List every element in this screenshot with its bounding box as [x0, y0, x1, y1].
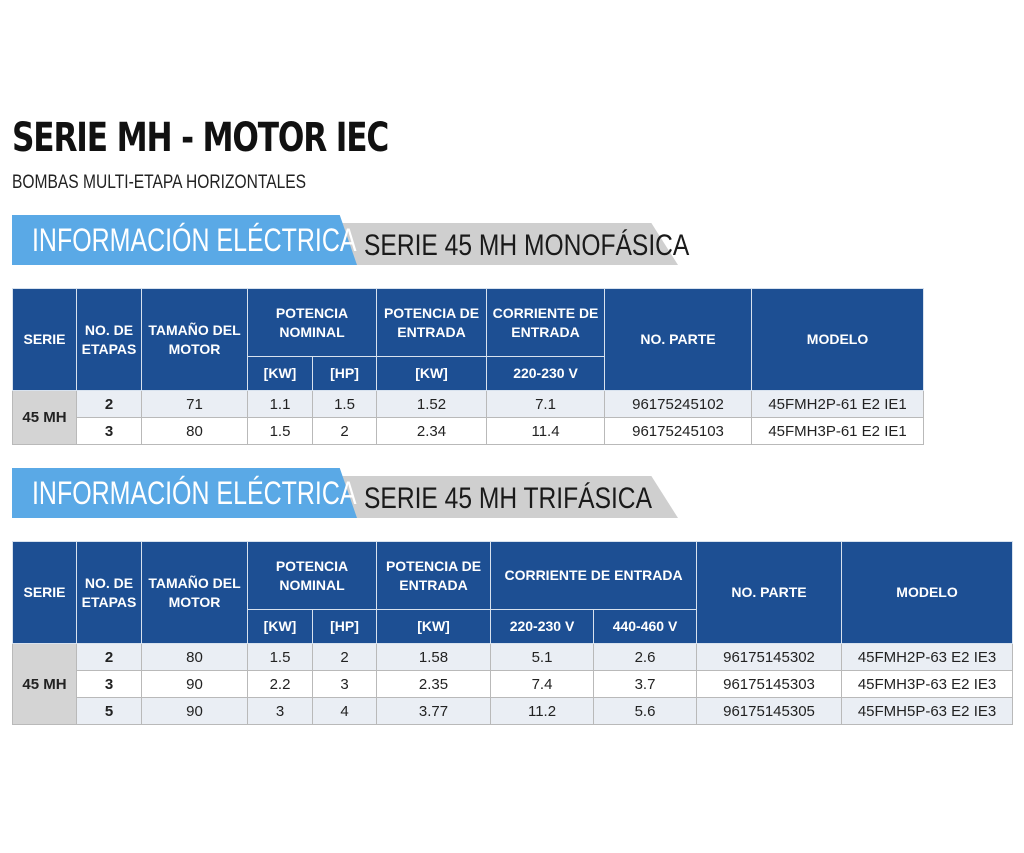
- section1-banner-label: INFORMACIÓN ELÉCTRICA: [32, 222, 357, 258]
- header-parte: NO. PARTE: [697, 542, 842, 644]
- header-potencia-nominal: POTENCIA NOMINAL: [248, 542, 377, 610]
- serie-cell: 45 MH: [13, 391, 77, 445]
- header-serie: SERIE: [13, 289, 77, 391]
- etapas-cell: 2: [77, 391, 142, 418]
- header-tamano: TAMAÑO DEL MOTOR: [142, 542, 248, 644]
- tamano-cell: 80: [142, 644, 248, 671]
- header-unit-220v: 220-230 V: [487, 357, 605, 391]
- kw-cell: 1.5: [248, 418, 313, 445]
- header-potencia-entrada: POTENCIA DE ENTRADA: [377, 289, 487, 357]
- tamano-cell: 90: [142, 698, 248, 725]
- header-etapas: NO. DE ETAPAS: [77, 289, 142, 391]
- kw-entrada-cell: 3.77: [377, 698, 491, 725]
- table-row: [13, 644, 1013, 671]
- serie-cell: 45 MH: [13, 644, 77, 725]
- section1-banner: [12, 215, 690, 265]
- header-potencia-entrada: POTENCIA DE ENTRADA: [377, 542, 491, 610]
- hp-cell: 4: [313, 698, 377, 725]
- header-unit-220v: 220-230 V: [491, 610, 594, 644]
- corriente-440-cell: 2.6: [594, 644, 697, 671]
- modelo-cell: 45FMH2P-63 E2 IE3: [842, 644, 1013, 671]
- modelo-cell: 45FMH3P-63 E2 IE3: [842, 671, 1013, 698]
- corriente-220-cell: 7.4: [491, 671, 594, 698]
- table-row: [13, 698, 1013, 725]
- modelo-cell: 45FMH5P-63 E2 IE3: [842, 698, 1013, 725]
- table-row: [13, 418, 924, 445]
- parte-cell: 96175145305: [697, 698, 842, 725]
- header-unit-440v: 440-460 V: [594, 610, 697, 644]
- header-corriente: CORRIENTE DE ENTRADA: [487, 289, 605, 357]
- modelo-cell: 45FMH2P-61 E2 IE1: [752, 391, 924, 418]
- parte-cell: 96175145302: [697, 644, 842, 671]
- corriente-220-cell: 11.2: [491, 698, 594, 725]
- page-subtitle: BOMBAS MULTI-ETAPA HORIZONTALES: [12, 172, 307, 193]
- kw-entrada-cell: 1.58: [377, 644, 491, 671]
- section2-banner-label: INFORMACIÓN ELÉCTRICA: [32, 475, 357, 511]
- modelo-cell: 45FMH3P-61 E2 IE1: [752, 418, 924, 445]
- header-etapas: NO. DE ETAPAS: [77, 542, 142, 644]
- kw-cell: 3: [248, 698, 313, 725]
- corriente-440-cell: 3.7: [594, 671, 697, 698]
- header-unit-kw: [KW]: [248, 357, 313, 391]
- parte-cell: 96175145303: [697, 671, 842, 698]
- corriente-440-cell: 5.6: [594, 698, 697, 725]
- header-modelo: MODELO: [752, 289, 924, 391]
- section2-banner: [12, 468, 678, 518]
- section2-banner-series: SERIE 45 MH TRIFÁSICA: [364, 482, 652, 515]
- etapas-cell: 2: [77, 644, 142, 671]
- etapas-cell: 3: [77, 418, 142, 445]
- corriente-220-cell: 11.4: [487, 418, 605, 445]
- table-row: [13, 391, 924, 418]
- kw-entrada-cell: 2.35: [377, 671, 491, 698]
- header-potencia-nominal: POTENCIA NOMINAL: [248, 289, 377, 357]
- corriente-220-cell: 7.1: [487, 391, 605, 418]
- header-corriente: CORRIENTE DE ENTRADA: [491, 542, 697, 610]
- kw-cell: 2.2: [248, 671, 313, 698]
- kw-entrada-cell: 2.34: [377, 418, 487, 445]
- trifasica-table: [12, 541, 1013, 725]
- header-unit-kw-entrada: [KW]: [377, 610, 491, 644]
- header-tamano: TAMAÑO DEL MOTOR: [142, 289, 248, 391]
- hp-cell: 3: [313, 671, 377, 698]
- header-unit-hp: [HP]: [313, 357, 377, 391]
- header-serie: SERIE: [13, 542, 77, 644]
- hp-cell: 1.5: [313, 391, 377, 418]
- kw-cell: 1.5: [248, 644, 313, 671]
- tamano-cell: 71: [142, 391, 248, 418]
- parte-cell: 96175245102: [605, 391, 752, 418]
- header-unit-kw-entrada: [KW]: [377, 357, 487, 391]
- header-parte: NO. PARTE: [605, 289, 752, 391]
- header-modelo: MODELO: [842, 542, 1013, 644]
- hp-cell: 2: [313, 644, 377, 671]
- section1-banner-series: SERIE 45 MH MONOFÁSICA: [364, 229, 690, 262]
- corriente-220-cell: 5.1: [491, 644, 594, 671]
- header-unit-hp: [HP]: [313, 610, 377, 644]
- header-unit-kw: [KW]: [248, 610, 313, 644]
- monofasica-table: [12, 288, 924, 445]
- tamano-cell: 90: [142, 671, 248, 698]
- tamano-cell: 80: [142, 418, 248, 445]
- parte-cell: 96175245103: [605, 418, 752, 445]
- kw-entrada-cell: 1.52: [377, 391, 487, 418]
- page-title: SERIE MH - MOTOR IEC: [12, 115, 389, 161]
- hp-cell: 2: [313, 418, 377, 445]
- etapas-cell: 5: [77, 698, 142, 725]
- etapas-cell: 3: [77, 671, 142, 698]
- kw-cell: 1.1: [248, 391, 313, 418]
- table-row: [13, 671, 1013, 698]
